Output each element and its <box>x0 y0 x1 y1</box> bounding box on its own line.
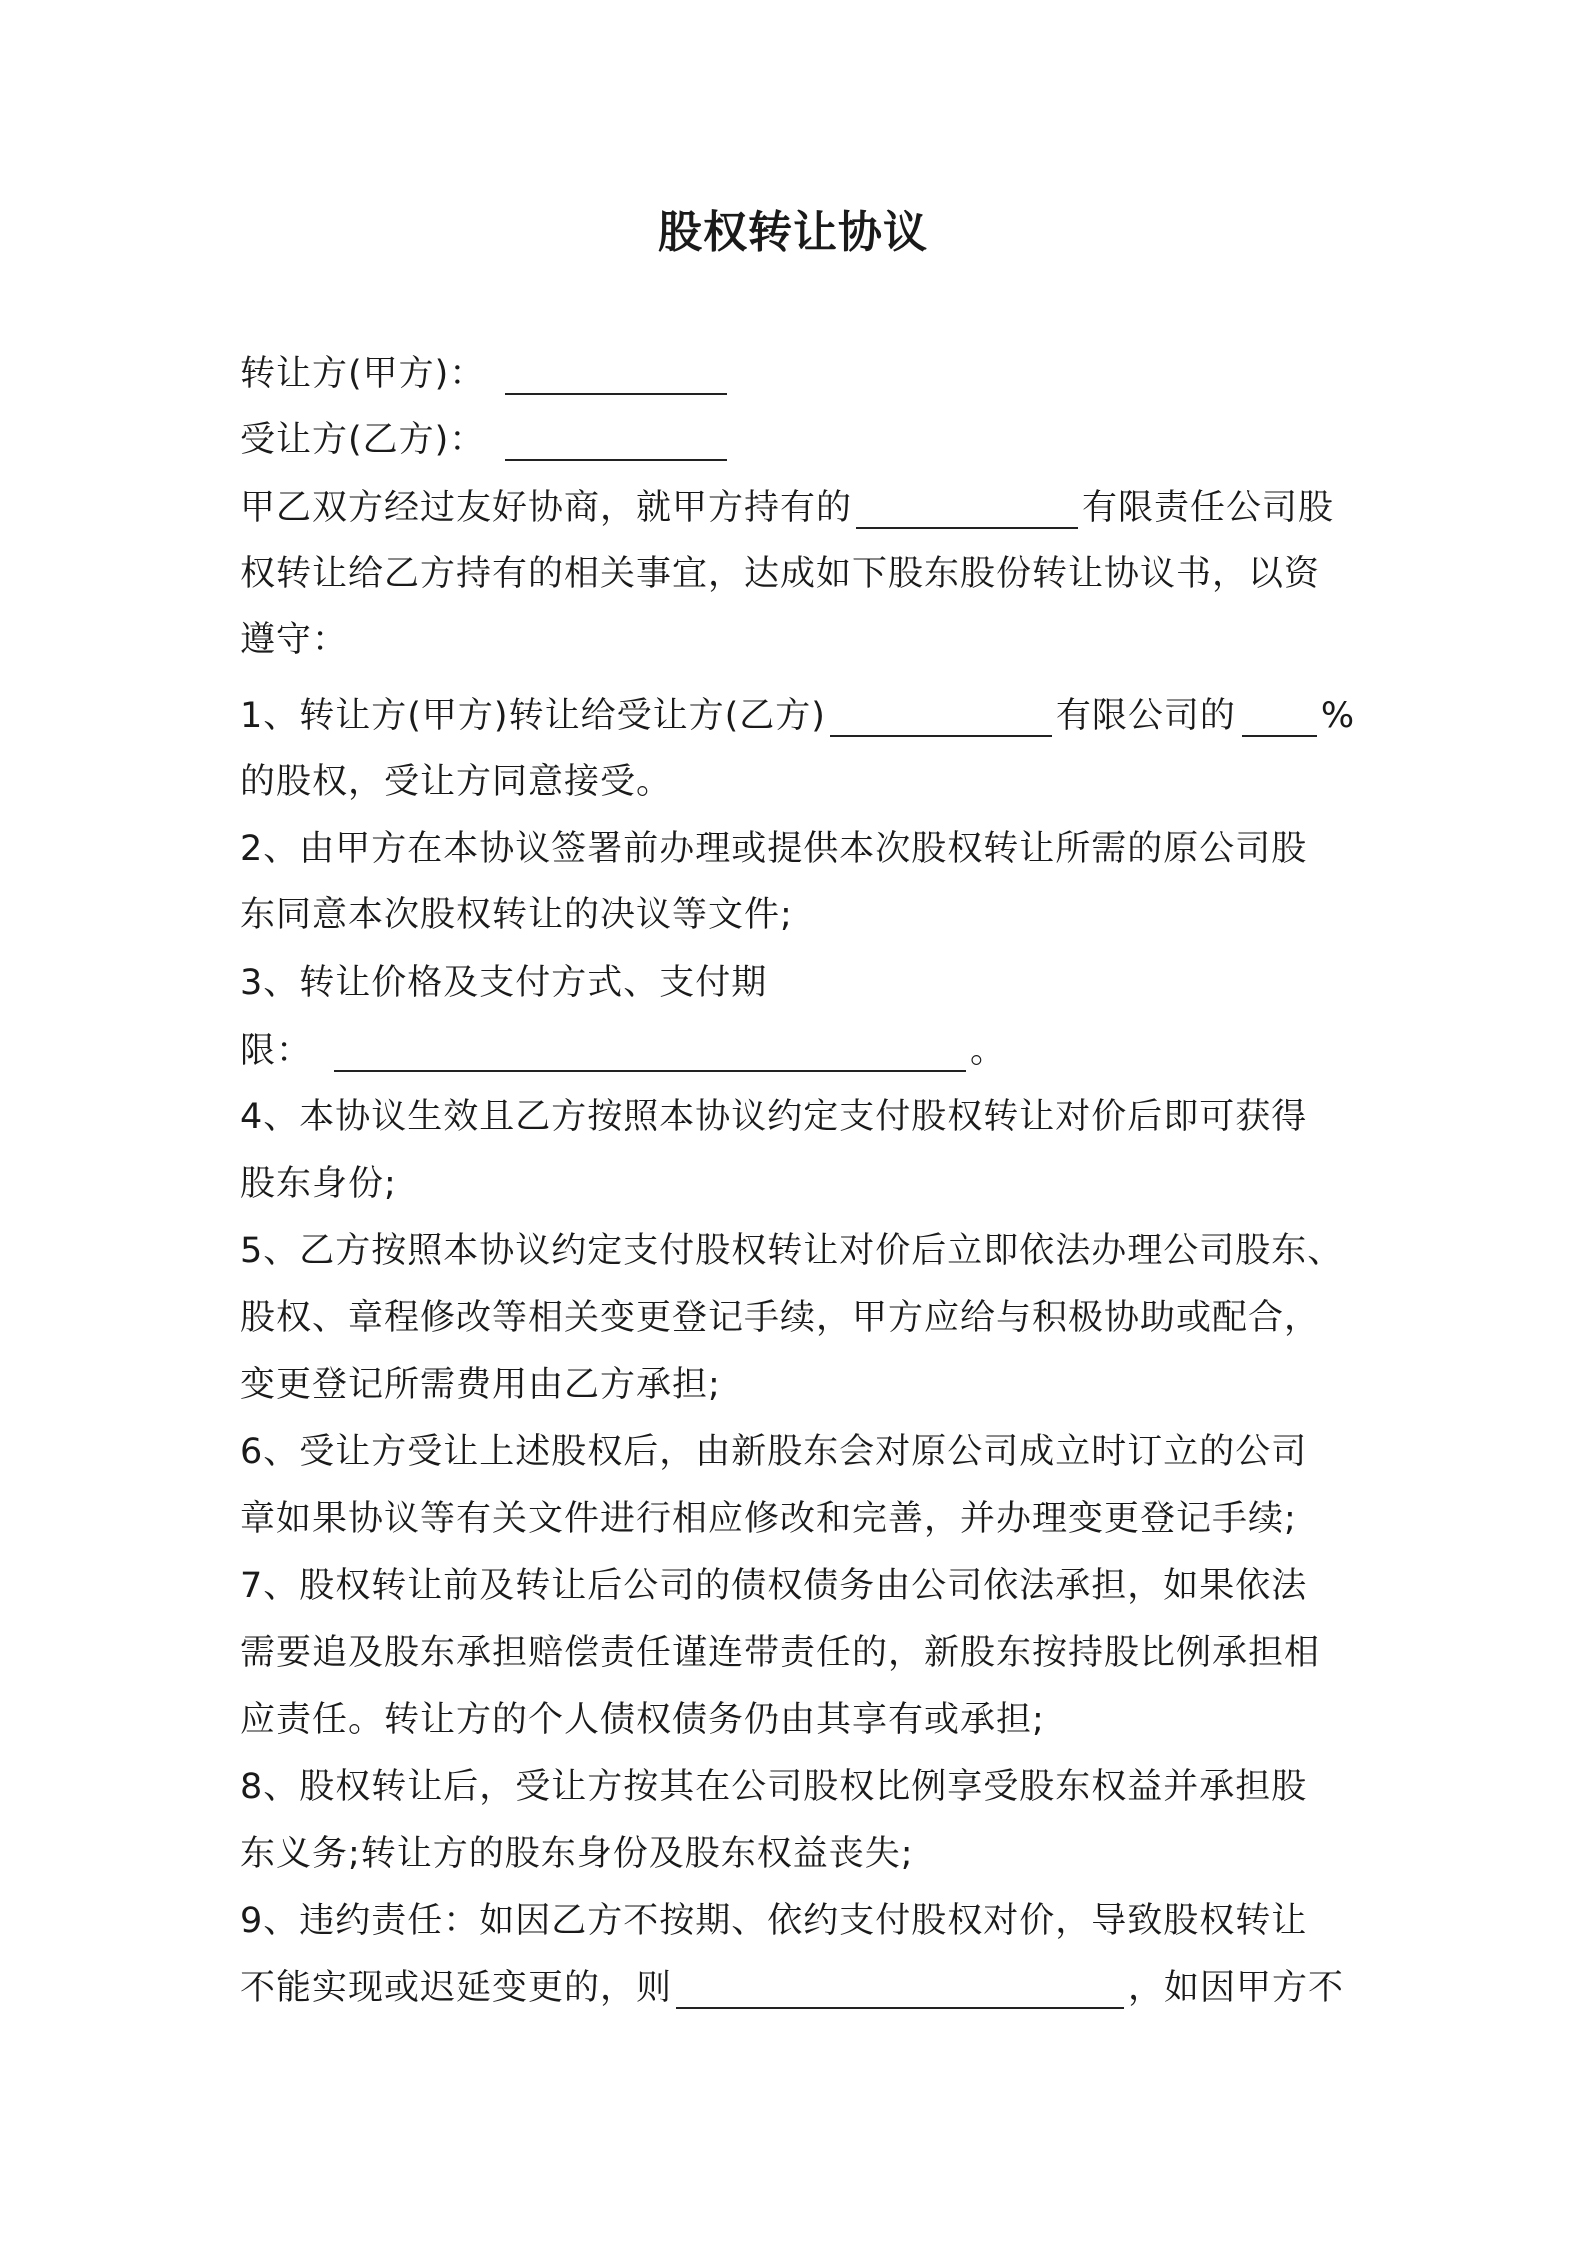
price-payment-blank <box>334 1032 966 1072</box>
clause-3-line-2 <box>240 1025 1360 1077</box>
clause-8-line-2: 东义务;转让方的股东身份及股东权益丧失; <box>240 1834 914 1874</box>
transferor-line <box>240 348 1360 400</box>
clause-7-line-3: 应责任。转让方的个人债权债务仍由其享有或承担; <box>240 1700 1045 1740</box>
transferee-blank <box>505 421 727 461</box>
clause-5-line-2: 股权、章程修改等相关变更登记手续，甲方应给与积极协助或配合， <box>240 1298 1321 1338</box>
clause-text: 限： <box>240 1031 313 1071</box>
clause-5-line-3: 变更登记所需费用由乙方承担; <box>240 1365 721 1405</box>
clause-9-line-2 <box>240 1962 1360 2014</box>
clause-text: 有限公司的 <box>1055 696 1236 736</box>
clause-6-line-1: 6、受让方受让上述股权后，由新股东会对原公司成立时订立的公司 <box>240 1432 1308 1472</box>
clause-5-line-1: 5、乙方按照本协议约定支付股权转让对价后立即依法办理公司股东、 <box>240 1231 1344 1271</box>
percentage-blank <box>1242 697 1317 737</box>
clause-1-line-2: 的股权，受让方同意接受。 <box>240 762 673 802</box>
clause-7-line-1: 7、股权转让前及转让后公司的债权债务由公司依法承担，如果依法 <box>240 1566 1308 1606</box>
breach-consequence-blank <box>676 1969 1124 2009</box>
percent-sign: % <box>1320 696 1356 736</box>
clause-2-line-1: 2、由甲方在本协议签署前办理或提供本次股权转让所需的原公司股 <box>240 829 1308 869</box>
clause-3-line-1: 3、转让价格及支付方式、支付期 <box>240 963 768 1003</box>
company-name-blank <box>856 489 1078 529</box>
intro-line-3: 遵守： <box>240 620 349 660</box>
clause-text: ，如因甲方不 <box>1128 1968 1345 2008</box>
intro-text: 有限责任公司股 <box>1082 488 1335 528</box>
clause-7-line-2: 需要追及股东承担赔偿责任谨连带责任的，新股东按持股比例承担相 <box>240 1633 1321 1673</box>
intro-line-1 <box>240 482 1360 534</box>
clause-4-line-1: 4、本协议生效且乙方按照本协议约定支付股权转让对价后即可获得 <box>240 1097 1308 1137</box>
clause-6-line-2: 章如果协议等有关文件进行相应修改和完善，并办理变更登记手续; <box>240 1499 1297 1539</box>
clause-1-line-1 <box>240 690 1360 742</box>
clause-8-line-1: 8、股权转让后，受让方按其在公司股权比例享受股东权益并承担股 <box>240 1767 1308 1807</box>
clause-2-line-2: 东同意本次股权转让的决议等文件; <box>240 895 793 935</box>
intro-text: 甲乙双方经过友好协商，就甲方持有的 <box>240 488 853 528</box>
transferor-label: 转让方(甲方)： <box>240 354 486 394</box>
clause-4-line-2: 股东身份; <box>240 1164 397 1204</box>
clause-9-line-1: 9、违约责任：如因乙方不按期、依约支付股权对价，导致股权转让 <box>240 1901 1308 1941</box>
transferee-label: 受让方(乙方)： <box>240 420 486 460</box>
document-title: 股权转让协议 <box>658 207 928 258</box>
transferee-line <box>240 414 1360 466</box>
clause-text: 不能实现或迟延变更的，则 <box>240 1968 673 2008</box>
transferor-blank <box>505 355 727 395</box>
intro-line-2: 权转让给乙方持有的相关事宜，达成如下股东股份转让协议书，以资 <box>240 554 1321 594</box>
clause-text: 1、转让方(甲方)转让给受让方(乙方) <box>240 696 826 736</box>
company-name-blank <box>830 697 1052 737</box>
clause-text: 。 <box>970 1031 1007 1071</box>
